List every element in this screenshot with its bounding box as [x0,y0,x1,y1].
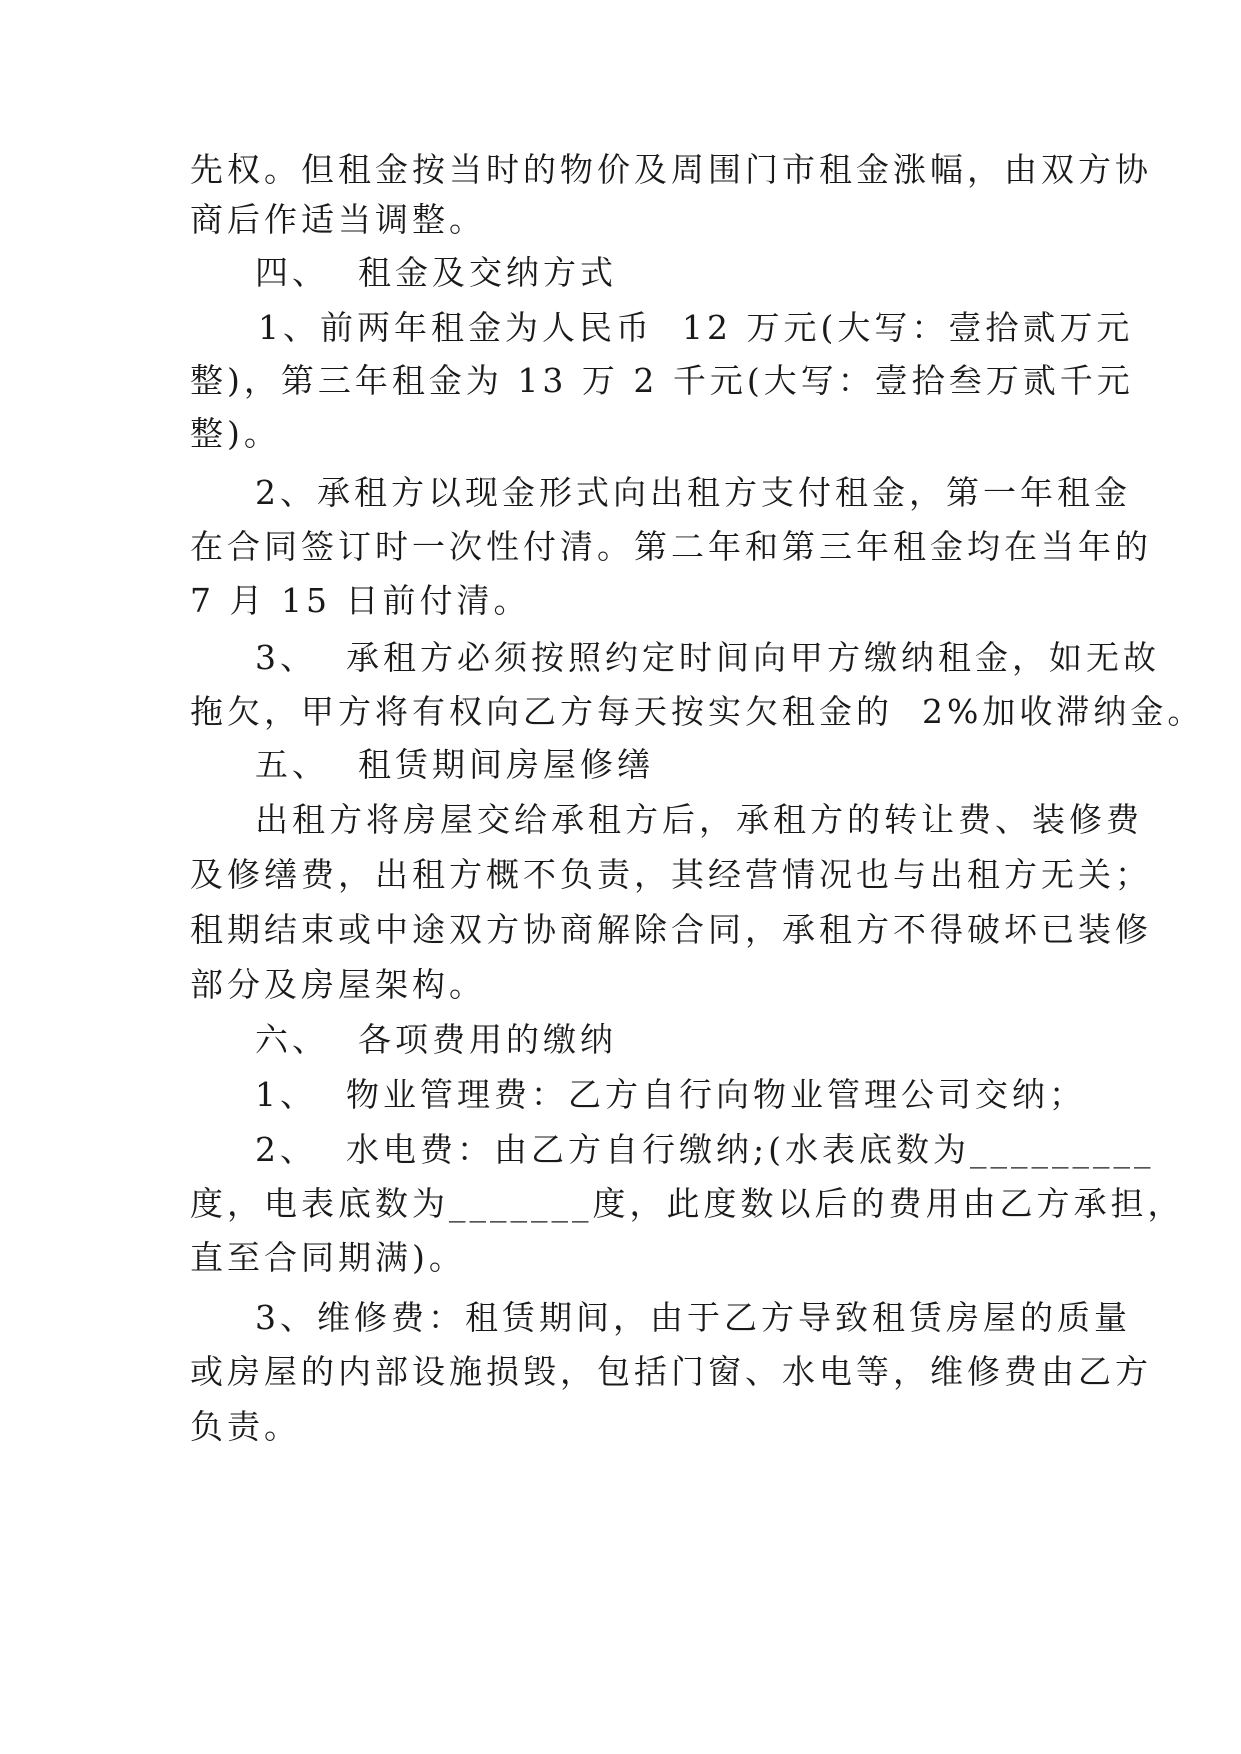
text-line: 1、前两年租金为人民币 12 万元(大写：壹拾贰万元 [258,308,1134,347]
text-line: 在合同签订时一次性付清。第二年和第三年租金均在当年的 [190,527,1152,566]
text-line: 1、 物业管理费：乙方自行向物业管理公司交纳； [255,1075,1086,1114]
text-line: 出租方将房屋交给承租方后，承租方的转让费、装修费 [255,800,1143,839]
text-line: 负责。 [190,1407,301,1446]
text-line: 拖欠，甲方将有权向乙方每天按实欠租金的 2%加收滞纳金。 [190,692,1205,731]
section-heading: 六、 各项费用的缴纳 [255,1020,617,1059]
text-line: 及修缮费，出租方概不负责，其经营情况也与出租方无关； [190,855,1152,894]
text-line: 2、 水电费：由乙方自行缴纳;(水表底数为_________ [255,1130,1155,1169]
text-line: 整)，第三年租金为 13 万 2 千元(大写：壹拾叁万贰千元 [190,361,1134,400]
text-line: 3、维修费：租赁期间，由于乙方导致租赁房屋的质量 [255,1298,1131,1337]
text-line: 商后作适当调整。 [190,200,486,239]
text-line: 租期结束或中途双方协商解除合同，承租方不得破坏已装修 [190,910,1152,949]
text-line: 度，电表底数为_______度，此度数以后的费用由乙方承担， [190,1184,1185,1223]
text-line: 3、 承租方必须按照约定时间向甲方缴纳租金，如无故 [255,638,1160,677]
text-line: 部分及房屋架构。 [190,965,486,1004]
text-line: 直至合同期满)。 [190,1238,466,1277]
text-line: 7 月 15 日前付清。 [190,581,531,620]
text-line: 2、承租方以现金形式向出租方支付租金，第一年租金 [255,473,1131,512]
section-heading: 四、 租金及交纳方式 [255,253,617,292]
text-line: 整)。 [190,414,281,453]
section-heading: 五、 租赁期间房屋修缮 [255,745,654,784]
text-line: 先权。但租金按当时的物价及周围门市租金涨幅，由双方协 [190,150,1152,189]
text-line: 或房屋的内部设施损毁，包括门窗、水电等，维修费由乙方 [190,1352,1152,1391]
